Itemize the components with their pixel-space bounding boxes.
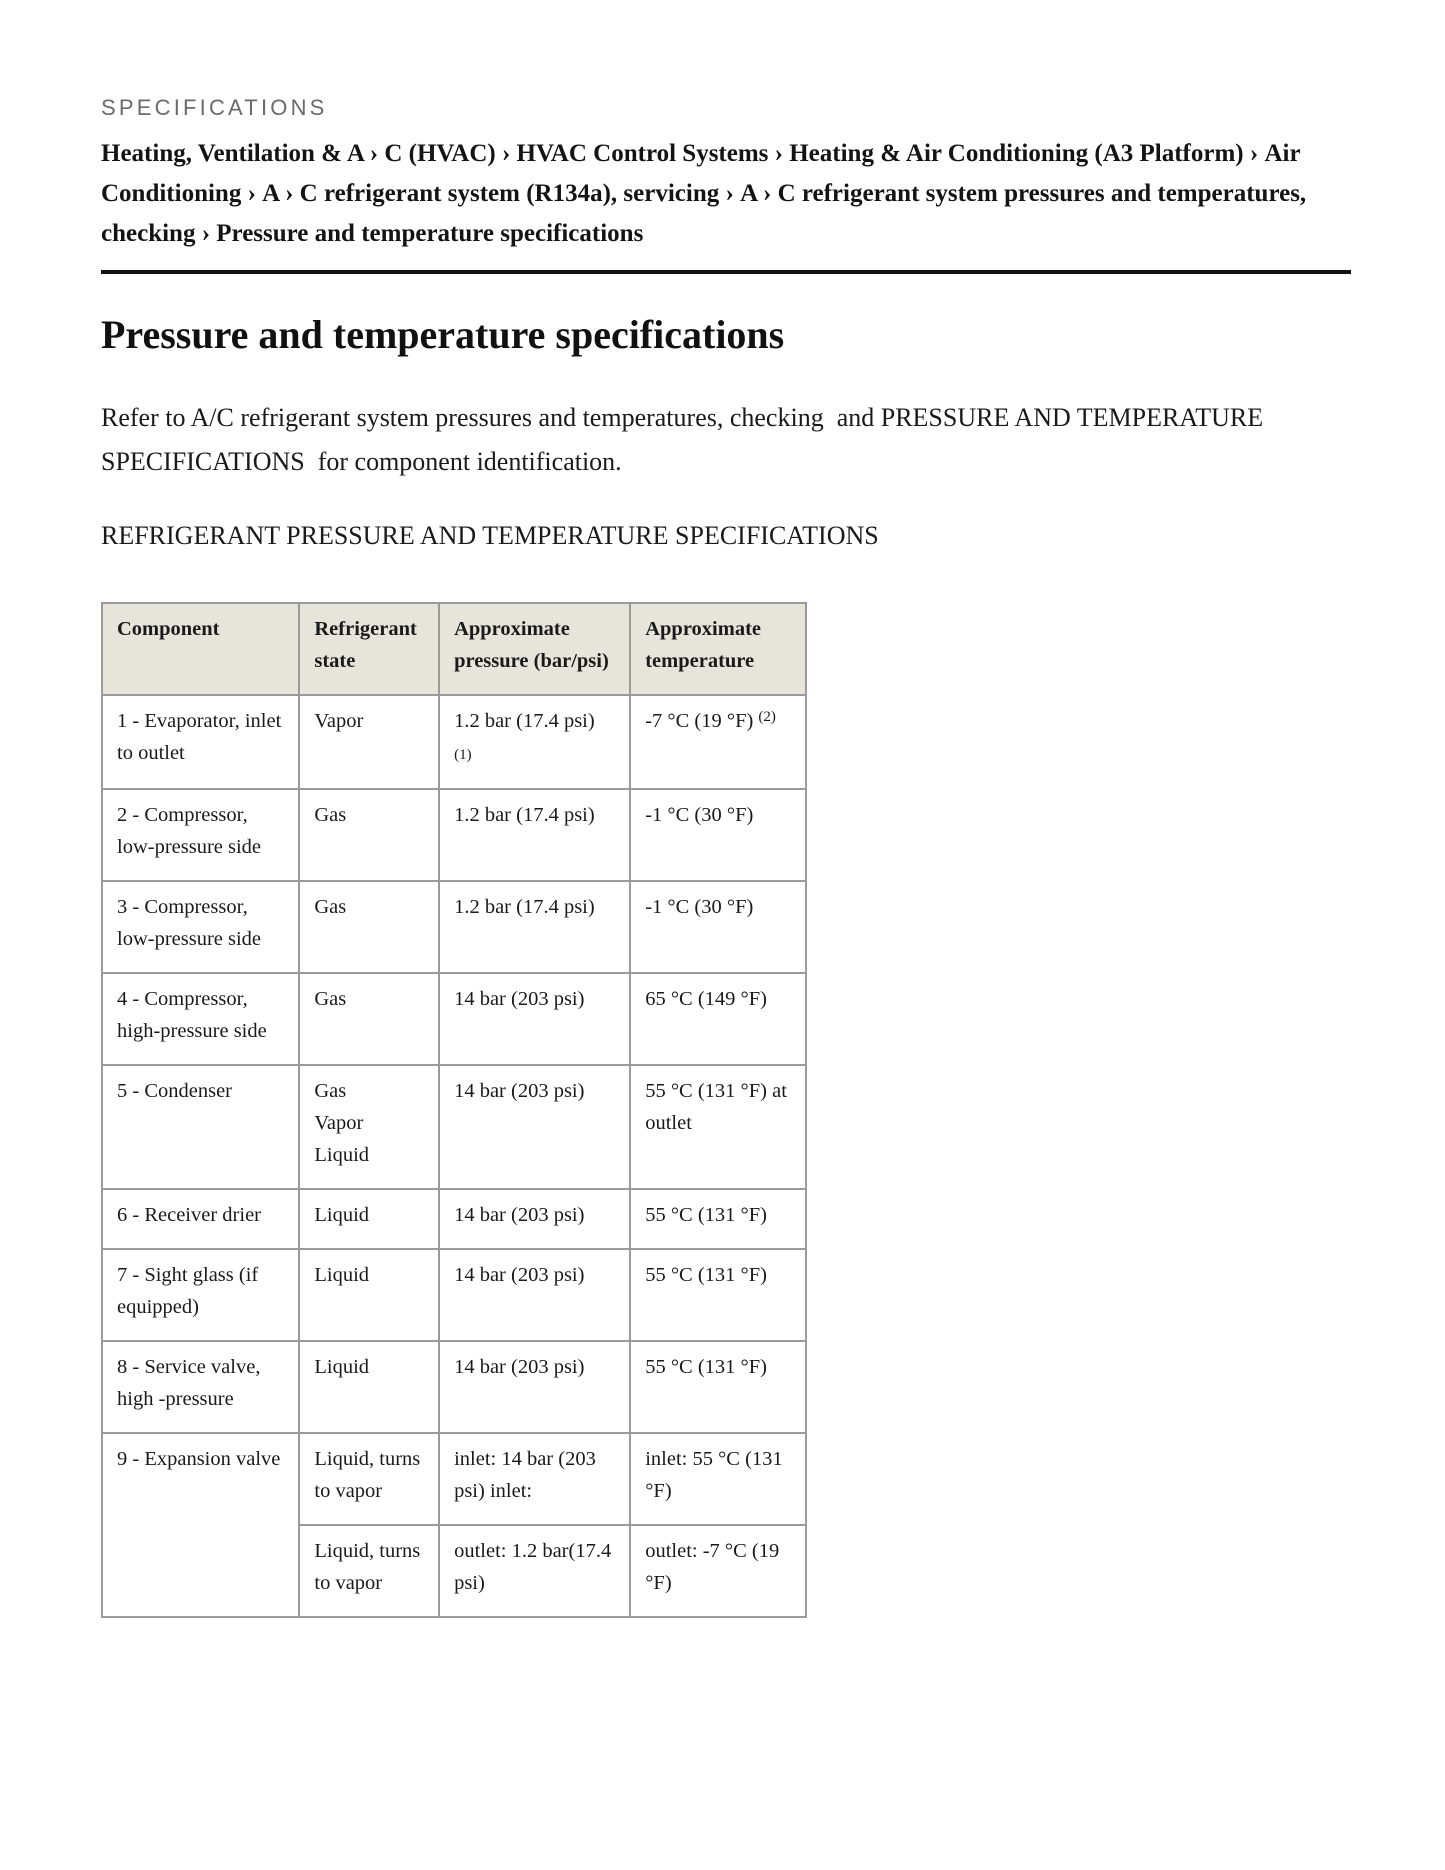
table-header-row [102, 603, 806, 695]
cell-temperature: 65 °C (149 °F) [630, 973, 806, 1065]
cell-pressure: 14 bar (203 psi) [439, 1249, 630, 1341]
footnote-marker: (2) [758, 709, 776, 725]
cell-pressure: 1.2 bar (17.4 psi) [439, 789, 630, 881]
cell-pressure [439, 695, 630, 789]
breadcrumb-separator: › [1249, 140, 1259, 167]
cell-component: 4 - Compressor, high-pressure side [102, 973, 299, 1065]
table-row [102, 1433, 806, 1525]
cell-temperature: 55 °C (131 °F) [630, 1341, 806, 1433]
footnote-marker: (1) [454, 747, 472, 763]
table-heading: REFRIGERANT PRESSURE AND TEMPERATURE SPECIFICATIONS [101, 521, 879, 550]
header-component: Component [102, 603, 299, 695]
cell-temperature: -1 °C (30 °F) [630, 789, 806, 881]
table-row [102, 881, 806, 973]
cell-temperature: 55 °C (131 °F) [630, 1249, 806, 1341]
cell-state: Liquid, turns to vapor [299, 1525, 439, 1617]
state-line: Gas [314, 1080, 347, 1102]
breadcrumb-separator: › [501, 140, 511, 167]
intro-link-checking[interactable]: Refer to A/C refrigerant system pressures and temperatures, checking [101, 403, 824, 432]
cell-state: Liquid, turns to vapor [299, 1433, 439, 1525]
cell-pressure: 14 bar (203 psi) [439, 1189, 630, 1249]
state-line: Vapor [314, 1112, 364, 1134]
cell-pressure: inlet: 14 bar (203 psi) inlet: [439, 1433, 630, 1525]
breadcrumb [101, 134, 1351, 274]
cell-state: Gas [299, 973, 439, 1065]
cell-temperature: -1 °C (30 °F) [630, 881, 806, 973]
breadcrumb-item[interactable]: Air Conditioning [101, 140, 1301, 207]
breadcrumb-item[interactable]: A › C refrigerant system pressures and temperatures, checking [101, 180, 1307, 247]
table-row [102, 973, 806, 1065]
breadcrumb-item[interactable]: Heating, Ventilation & A › C (HVAC) [101, 140, 496, 167]
breadcrumb-current: Pressure and temperature specifications [216, 220, 644, 247]
cell-state: Gas [299, 789, 439, 881]
breadcrumb-item[interactable]: HVAC Control Systems [516, 140, 769, 167]
cell-component: 6 - Receiver drier [102, 1189, 299, 1249]
table-row [102, 695, 806, 789]
cell-state: Gas [299, 881, 439, 973]
state-line: Liquid [314, 1144, 370, 1166]
cell-state: Liquid [299, 1249, 439, 1341]
cell-state: Vapor [299, 695, 439, 789]
table-row [102, 1249, 806, 1341]
page-title: Pressure and temperature specifications [101, 312, 785, 357]
cell-pressure: 14 bar (203 psi) [439, 1065, 630, 1189]
table-row [102, 789, 806, 881]
cell-pressure: outlet: 1.2 bar(17.4 psi) [439, 1525, 630, 1617]
header-state: Refrigerant state [299, 603, 439, 695]
breadcrumb-separator: › [247, 180, 256, 207]
table-row [102, 1189, 806, 1249]
cell-temperature: outlet: -7 °C (19 °F) [630, 1525, 806, 1617]
cell-component: 9 - Expansion valve [102, 1433, 299, 1617]
intro-link-specifications[interactable]: and PRESSURE AND TEMPERATURE SPECIFICATIONS [101, 403, 1264, 476]
cell-component: 3 - Compressor, low-pressure side [102, 881, 299, 973]
cell-temperature: inlet: 55 °C (131 °F) [630, 1433, 806, 1525]
cell-state [299, 1065, 439, 1189]
breadcrumb-item[interactable]: Heating & Air Conditioning (A3 Platform) [789, 140, 1244, 167]
cell-pressure: 1.2 bar (17.4 psi) [439, 881, 630, 973]
cell-pressure: 14 bar (203 psi) [439, 1341, 630, 1433]
cell-state: Liquid [299, 1341, 439, 1433]
cell-component: 2 - Compressor, low-pressure side [102, 789, 299, 881]
header-temperature: Approximate temperature [630, 603, 806, 695]
pressure-value: 1.2 bar (17.4 psi) [454, 710, 595, 732]
header-pressure: Approximate pressure (bar/psi) [439, 603, 630, 695]
cell-state: Liquid [299, 1189, 439, 1249]
table-row [102, 1065, 806, 1189]
breadcrumb-separator: › [774, 140, 783, 167]
spec-page [101, 90, 1351, 1618]
cell-component: 1 - Evaporator, inlet to outlet [102, 695, 299, 789]
temperature-value: -7 °C (19 °F) [645, 710, 754, 732]
breadcrumb-separator: › [725, 180, 734, 207]
intro-text: for component identification. [317, 447, 622, 476]
cell-temperature [630, 695, 806, 789]
breadcrumb-separator: › [201, 220, 211, 247]
cell-temperature: 55 °C (131 °F) [630, 1189, 806, 1249]
cell-temperature: 55 °C (131 °F) at outlet [630, 1065, 806, 1189]
breadcrumb-item[interactable]: A › C refrigerant system (R134a), servicing [262, 180, 720, 207]
section-eyebrow: SPECIFICATIONS [101, 95, 328, 120]
specs-table [101, 602, 807, 1618]
cell-component: 7 - Sight glass (if equipped) [102, 1249, 299, 1341]
table-row [102, 1341, 806, 1433]
intro-paragraph [101, 396, 1351, 484]
cell-component: 8 - Service valve, high -pressure [102, 1341, 299, 1433]
cell-component: 5 - Condenser [102, 1065, 299, 1189]
cell-pressure: 14 bar (203 psi) [439, 973, 630, 1065]
